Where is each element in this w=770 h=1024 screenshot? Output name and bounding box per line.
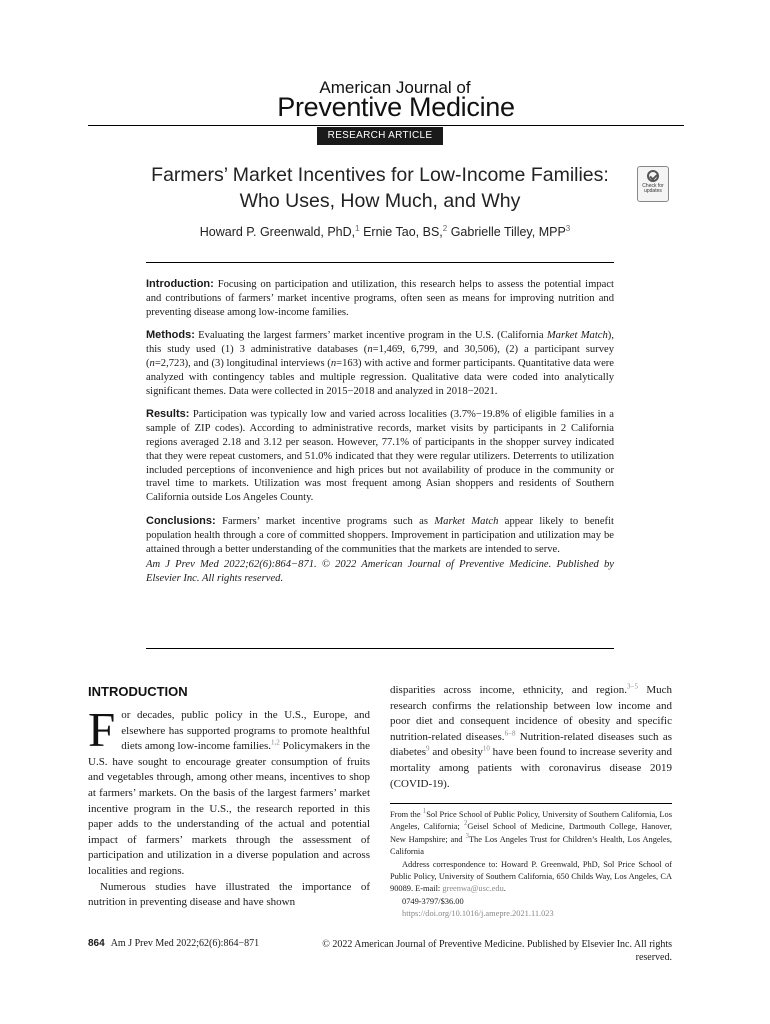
abstract-section-heading: Introduction: bbox=[146, 278, 214, 290]
abstract bbox=[146, 278, 614, 586]
sample-size-symbol: n bbox=[330, 357, 337, 369]
body-text: have been found to increase severity and mortality among patients with coronavirus disease 2019 (COVID-19). bbox=[390, 746, 672, 790]
body-column-right bbox=[390, 683, 672, 792]
reference-link[interactable]: 6−8 bbox=[504, 729, 516, 738]
correspondence bbox=[390, 859, 672, 896]
header-rule bbox=[88, 125, 684, 126]
footer-copyright-continued: reserved. bbox=[635, 952, 672, 963]
author-affiliation-marker: 2 bbox=[442, 223, 448, 233]
reference-link[interactable]: 10 bbox=[482, 744, 490, 753]
email-link[interactable]: greenwa@usc.edu bbox=[442, 884, 504, 894]
affiliations-footnote bbox=[390, 809, 672, 921]
affiliation-text: From the bbox=[390, 810, 423, 819]
check-updates-icon bbox=[647, 170, 659, 182]
affiliation-text: Geisel School of Medicine, Dartmouth College, Hanover, New Hampshire; and bbox=[390, 822, 672, 844]
abstract-methods bbox=[146, 329, 614, 398]
journal-name-top: American Journal of bbox=[319, 78, 471, 97]
affiliation-text: The Los Angeles Trust for Children’s Health, Los Angeles, California bbox=[390, 834, 672, 857]
author-name: Howard P. Greenwald, PhD, bbox=[199, 225, 356, 239]
abstract-introduction-text: Focusing on participation and utilization, this research helps to assess the potential impact and contributions of farmers’ market incentive programs, often seen as means for improving nutrition and preventing disease among low-income families. bbox=[146, 279, 614, 318]
doi-link[interactable]: https://doi.org/10.1016/j.amepre.2021.11.023 bbox=[402, 909, 554, 919]
article-type-badge: RESEARCH ARTICLE bbox=[317, 127, 443, 145]
affiliation-marker: 2 bbox=[463, 819, 468, 828]
sample-size-symbol: n bbox=[149, 357, 155, 369]
correspondence-text: Address correspondence to: Howard P. Greenwald, PhD, Sol Price School of Public Policy, University of Southern California, 650 Childs Way, Los Angeles, CA 90089. E-mail: bbox=[390, 859, 672, 894]
body-column-left bbox=[88, 702, 371, 911]
author-list bbox=[100, 225, 670, 239]
issn: 0749-3797/$36.00 bbox=[402, 896, 464, 906]
reference-link[interactable]: 1,2 bbox=[271, 738, 280, 747]
abstract-text: Farmers’ market incentive programs such as bbox=[222, 515, 435, 527]
abstract-results bbox=[146, 408, 614, 505]
sample-size-symbol: n bbox=[367, 344, 373, 356]
abstract-text: =1,469, 6,799, and 30,506), (2) a participant survey ( bbox=[146, 344, 615, 369]
page-footer-left bbox=[88, 938, 259, 949]
author-name: Ernie Tao, BS, bbox=[363, 225, 443, 239]
affiliation-list bbox=[390, 809, 672, 859]
body-text: Policymakers in the U.S. have sought to encourage greater consumption of fruits and vegetables through, among other means, incentives to shop at farmers’ markets. On the basis of the largest farmers’ market incentive program in the U.S., the research reported in this paper adds to the understanding of the actual and potential impact of farmers’ markets through the assessment of participation and utilization in a diverse population and across localities and regions. bbox=[88, 740, 371, 877]
reference-link[interactable]: 9 bbox=[426, 744, 430, 753]
page-number: 864 bbox=[88, 938, 105, 949]
journal-name: Preventive Medicine bbox=[277, 92, 515, 122]
body-text: or decades, public policy in the U.S., Europe, and elsewhere has supported programs to promote healthful diets among low-income families. bbox=[121, 709, 370, 753]
abstract-top-rule bbox=[146, 262, 614, 263]
footnote-rule bbox=[390, 803, 672, 804]
article-title bbox=[100, 162, 660, 214]
correspondence-text: . bbox=[503, 884, 506, 894]
abstract-text: Evaluating the largest farmers’ market incentive program in the U.S. (California bbox=[198, 330, 547, 342]
affiliation-text: Sol Price School of Public Policy, University of Southern California, Los Angeles, California; bbox=[390, 810, 672, 832]
check-for-updates-button[interactable] bbox=[637, 166, 669, 202]
abstract-bottom-rule bbox=[146, 648, 614, 649]
author-affiliation-marker: 1 bbox=[355, 223, 360, 233]
intro-paragraph-1 bbox=[88, 702, 371, 880]
author-affiliation-marker: 3 bbox=[565, 223, 571, 233]
abstract-text: =163) with active and former participants. Quantitative data were analyzed with contingency tables and multiple regression. Qualitative data were coded into analytically significant themes. Data were collected in 2015−2018 and analyzed in 2018−2021. bbox=[146, 357, 615, 397]
abstract-introduction bbox=[146, 278, 614, 319]
footer-copyright: © 2022 American Journal of Preventive Medicine. Published by Elsevier Inc. All rights bbox=[322, 939, 672, 950]
abstract-results-text: Participation was typically low and varied across localities (3.7%−19.8% of eligible families in a sample of ZIP codes). According to administrative records, market visits by participants in 2 California regions averaged 2.18 and 3.12 per season. However, 77.1% of participants in the shopper survey indicated that they were repeat customers, and 51.0% indicated that they were regular utilizers. Deterrents to utilization included perceptions of inconvenience and high prices but not availability of produce in the community or travel time to markets. Utilization was most frequent among Asian shoppers and residents of Southern California outside Los Angeles County. bbox=[146, 409, 614, 504]
abstract-text: appear likely to benefit population health through a core of committed shoppers. Improvement in participation and utilization may be attained through a better understanding of the communities that the markets are intended to serve. bbox=[146, 515, 614, 555]
affiliation-marker: 1 bbox=[422, 807, 427, 816]
abstract-section-heading: Conclusions: bbox=[146, 514, 216, 527]
section-heading-introduction: INTRODUCTION bbox=[88, 684, 188, 699]
title-line-1: Farmers’ Market Incentives for Low-Income Families: bbox=[151, 164, 609, 186]
reference-link[interactable]: 3−5 bbox=[627, 682, 638, 691]
author-name: Gabrielle Tilley, MPP bbox=[450, 225, 566, 239]
footer-citation: Am J Prev Med 2022;62(6):864−871 bbox=[110, 938, 260, 949]
affiliation-marker: 3 bbox=[465, 832, 469, 841]
title-line-2: Who Uses, How Much, and Why bbox=[239, 190, 521, 212]
abstract-citation: Am J Prev Med 2022;62(6):864−871. © 2022 American Journal of Preventive Medicine. Published by Elsevier Inc. All rights reserved. bbox=[146, 559, 614, 585]
page-footer-right bbox=[300, 938, 672, 964]
abstract-section-heading: Methods: bbox=[146, 329, 195, 342]
abstract-conclusions bbox=[146, 515, 614, 556]
body-text: and obesity bbox=[429, 746, 483, 759]
program-name: Market Match bbox=[546, 330, 608, 342]
intro-paragraph-2-continued bbox=[390, 683, 672, 792]
program-name: Market Match bbox=[434, 515, 499, 527]
body-text: disparities across income, ethnicity, and region. bbox=[390, 684, 627, 696]
check-updates-label-1: Check for bbox=[642, 183, 664, 189]
body-text: Much research confirms the relationship between low income and poor diet and consequent incidence of obesity and specific nutrition-related diseases. bbox=[390, 684, 672, 743]
abstract-text: ), this study used (1) 3 administrative databases ( bbox=[146, 330, 614, 356]
drop-cap: F bbox=[88, 702, 116, 757]
body-text: Nutrition-related diseases such as diabetes bbox=[390, 730, 672, 759]
abstract-text: =2,723), and (3) longitudinal interviews ( bbox=[154, 357, 331, 369]
check-updates-label-2: updates bbox=[644, 188, 662, 194]
abstract-section-heading: Results: bbox=[146, 408, 190, 421]
intro-paragraph-2: Numerous studies have illustrated the importance of nutrition in preventing disease and have shown bbox=[88, 880, 370, 909]
